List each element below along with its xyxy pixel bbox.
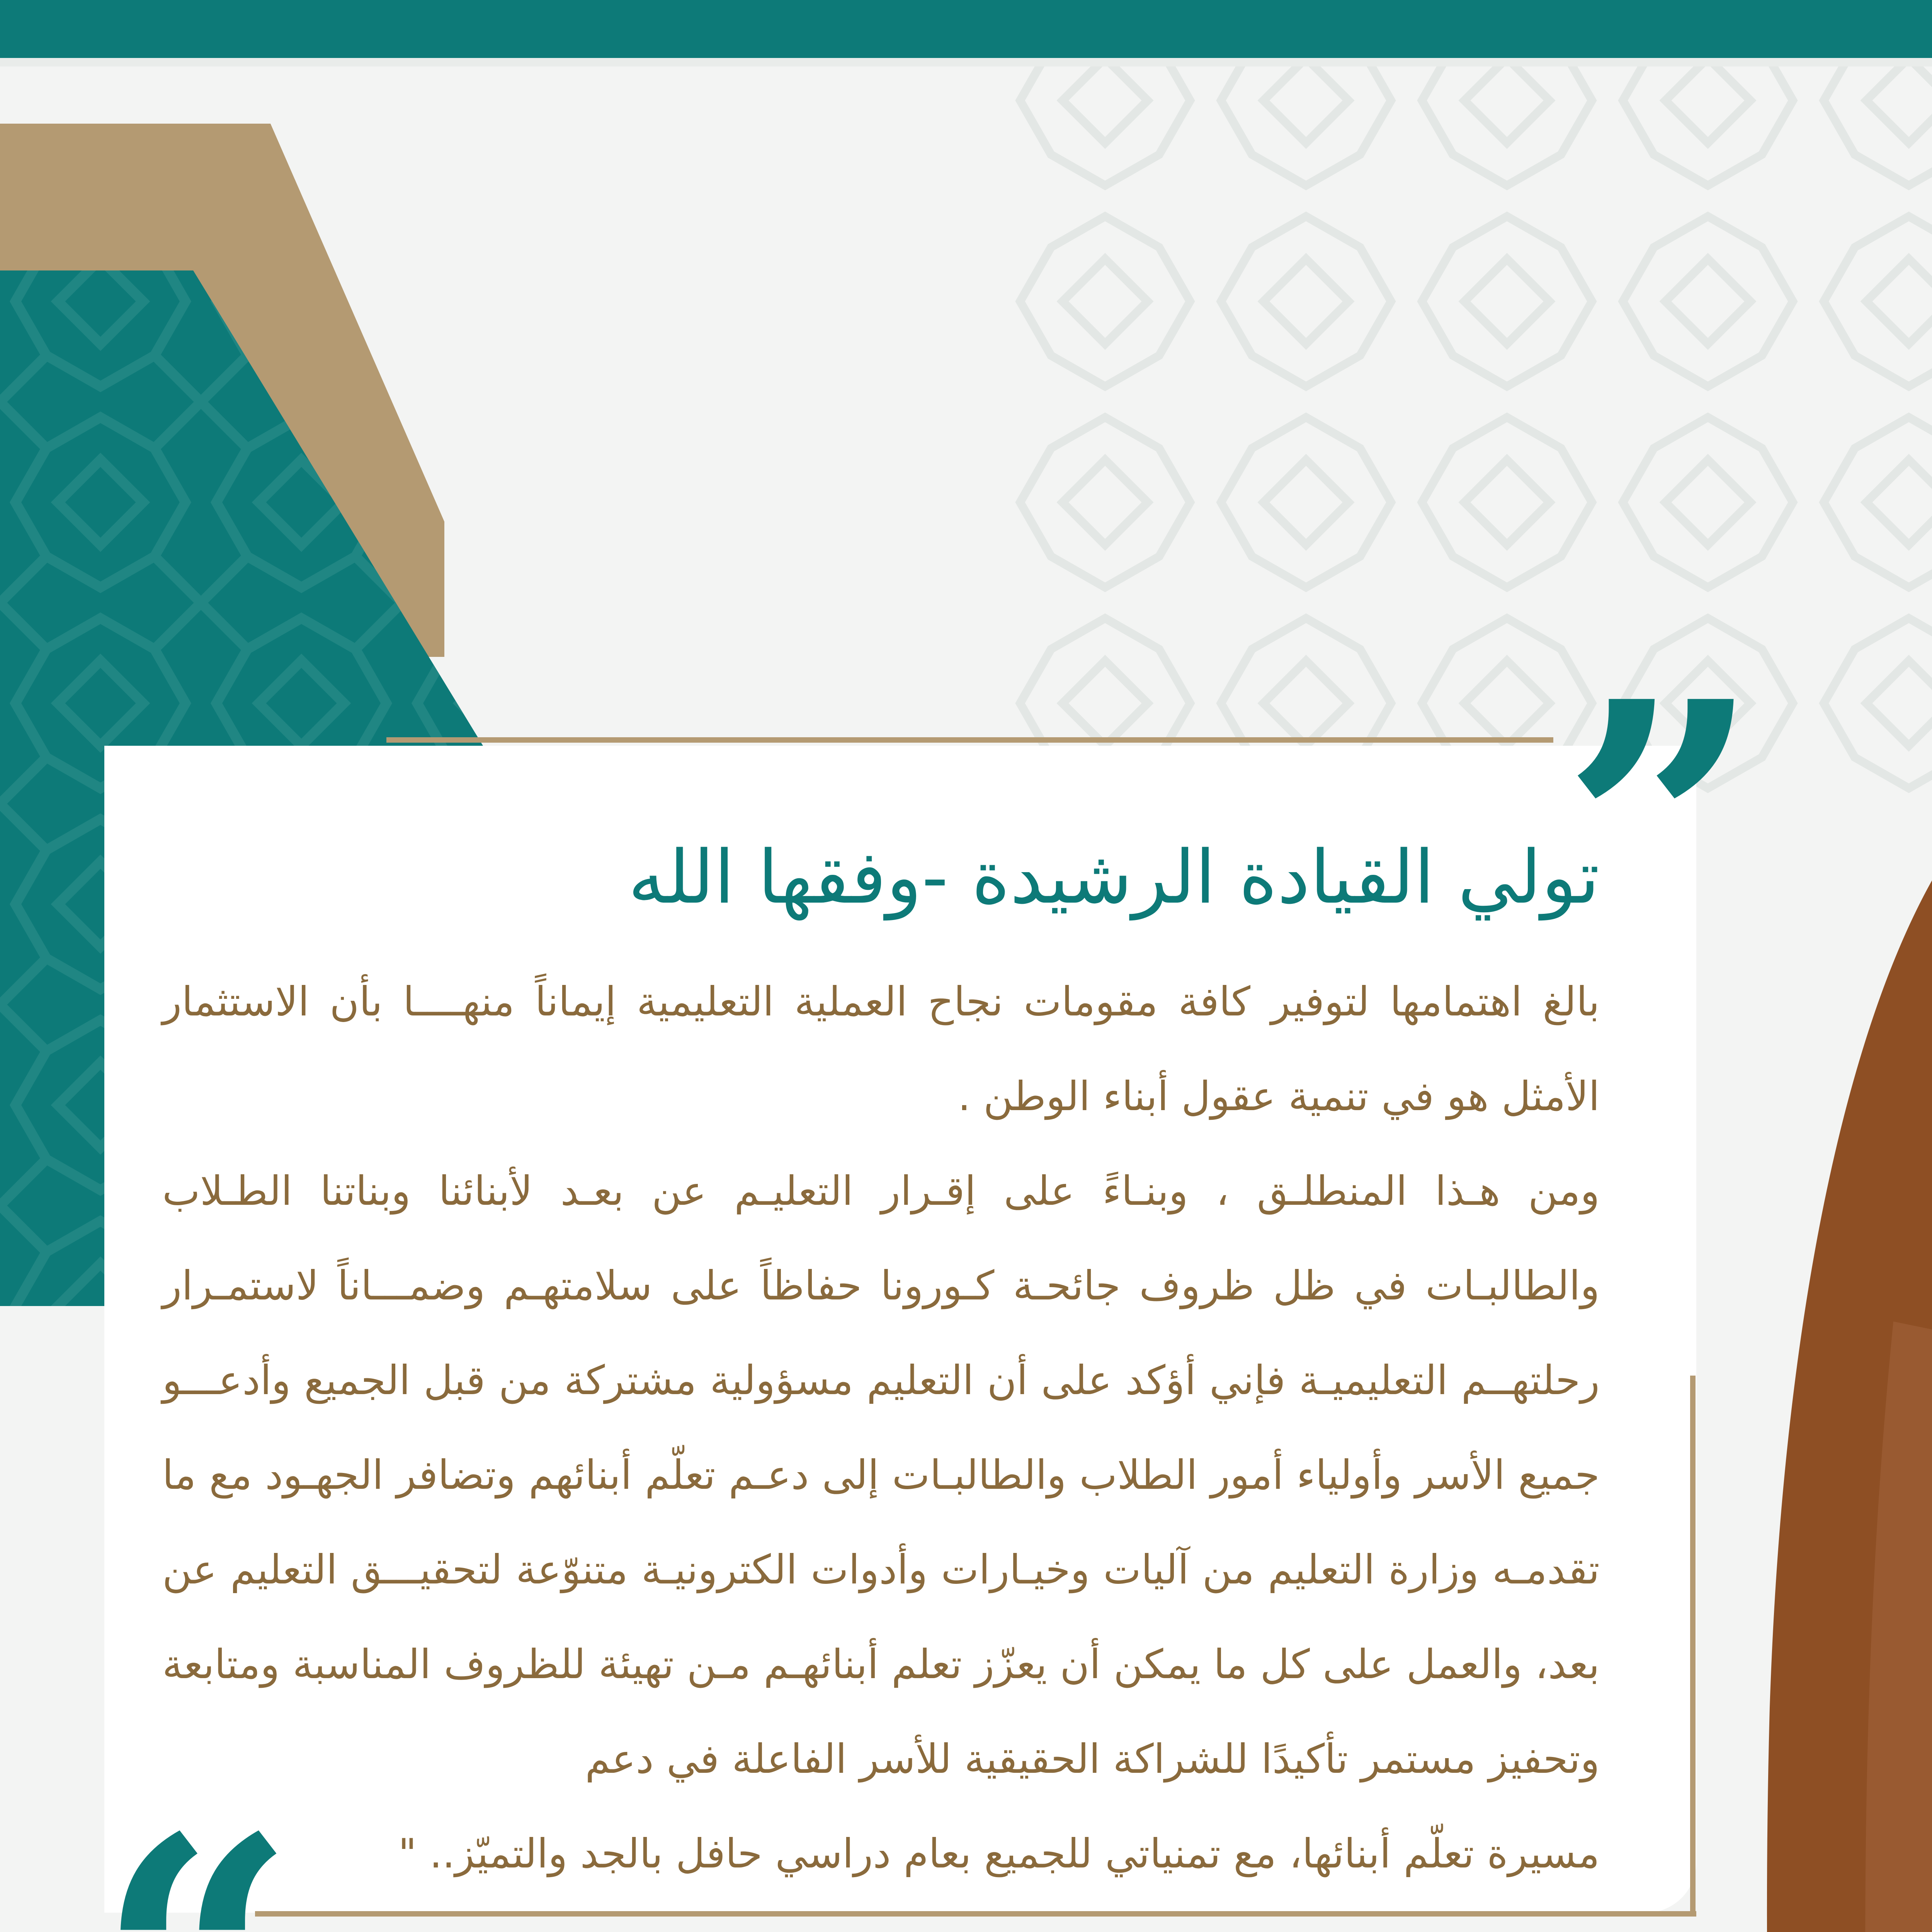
quote-paragraph: بالغ اهتمامها لتوفير كافة مقومات نجاح العملية التعليمية إيماناً منهــــا بأن الاستثمار الأمثل هو في تنمية عقول أبناء الوطن . — [162, 978, 1600, 1120]
quote-paragraph: مسيرة تعلّم أبنائها، مع تمنياتي للجميع بعام دراسي حافل بالجد والتميّز.. " — [398, 1830, 1600, 1877]
card-border-right — [1690, 1376, 1696, 1913]
quote-paragraph: ومن هـذا المنطلـق ، وبنـاءً على إقـرار التعليـم عن بعـد لأبنائنا وبناتنا الطـلاب والطالبـات في ظل ظروف جائحـة كـورونا حفاظاً على سلامتهـم وضمـــاناً لاستمـرار رحلتهــم التعليميـة فإني أؤكد على أن التعليم مسؤولية مشتركة من قبل الجميع وأدعـــو جميع الأسر وأولياء أمور الطلاب والطالبـات إلى دعـم تعلّم أبنائهم وتضافر الجهـود مع ما تقدمـه وزارة التعليم من آليات وخيـارات وأدوات الكترونيـة متنوّعة لتحقيـــق التعليم عن بعد، والعمل على كل ما يمكن أن يعزّز تعلم أبنائهـم مـن تهيئة للظروف المناسبة ومتابعة وتحفيز مستمر تأكيدًا للشراكة الحقيقية للأسر الفاعلة في دعم — [162, 1167, 1600, 1782]
closing-quote-icon: ” — [1561, 626, 1761, 1035]
quote-body — [162, 954, 1600, 1901]
card-border-top — [386, 737, 1553, 743]
quote-heading: تولي القيادة الرشيدة -وفقها الله — [628, 835, 1600, 920]
prince-portrait — [1739, 317, 1932, 1932]
card-border-bottom — [255, 1911, 1696, 1917]
